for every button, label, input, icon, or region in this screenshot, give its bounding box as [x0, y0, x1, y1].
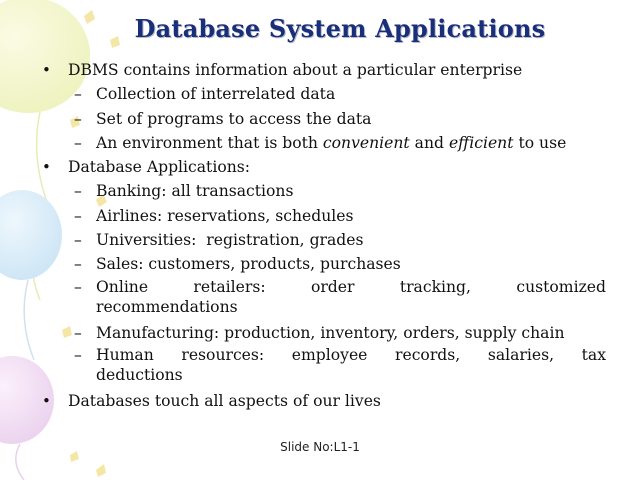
dash-icon: – — [74, 182, 82, 201]
dash-icon: – — [74, 231, 82, 250]
dash-icon: – — [74, 206, 82, 225]
sub-item-text: Airlines: reservations, schedules — [96, 206, 354, 225]
bullet-item — [40, 389, 610, 413]
sub-item-text: Set of programs to access the data — [96, 109, 372, 128]
sub-item-text: Banking: all transactions — [96, 182, 294, 201]
bullet-icon: • — [42, 61, 51, 79]
dash-icon: – — [74, 255, 82, 274]
dash-icon: – — [74, 133, 82, 152]
dash-icon: – — [74, 277, 82, 296]
slide-title: Database System Applications — [134, 14, 546, 43]
slide-number: Slide No:L1-1 — [280, 440, 360, 454]
bullet-text: Databases touch all aspects of our lives — [68, 391, 381, 410]
sub-item — [40, 228, 610, 252]
bullet-item — [40, 155, 610, 179]
sub-item — [40, 107, 610, 131]
dash-icon: – — [74, 109, 82, 128]
sub-item — [40, 321, 610, 345]
sub-item — [40, 131, 610, 155]
emphasis-convenient: convenient — [322, 133, 410, 152]
sub-item-text-line1: Human resources: employee records, salaries, tax — [96, 345, 606, 364]
sub-item — [40, 82, 610, 106]
bullet-icon: • — [42, 391, 51, 410]
sub-item — [40, 277, 610, 321]
dash-icon: – — [74, 345, 82, 364]
emphasis-efficient: efficient — [448, 133, 514, 152]
dash-icon: – — [74, 85, 82, 104]
sub-item — [40, 345, 610, 389]
sub-item-text: Manufacturing: production, inventory, orders, supply chain — [96, 323, 565, 342]
sub-item — [40, 179, 610, 203]
bullet-item — [40, 58, 610, 82]
sub-item-text-line1: Online retailers: order tracking, customized — [96, 277, 606, 296]
sub-item — [40, 204, 610, 228]
sub-item-text-line2: recommendations — [96, 297, 238, 316]
sub-item-text: Sales: customers, products, purchases — [96, 255, 401, 274]
slide-body — [40, 58, 610, 413]
sub-item-text: Universities: registration, grades — [96, 231, 364, 250]
bullet-text: DBMS contains information about a particular enterprise — [68, 61, 523, 79]
sub-item-text-line2: deductions — [96, 365, 183, 384]
sub-item-text-pre: An environment that is both — [96, 133, 323, 152]
dash-icon: – — [74, 323, 82, 342]
sub-item-text: Collection of interrelated data — [96, 85, 336, 104]
sub-item-text-mid: and — [409, 133, 449, 152]
sub-item — [40, 252, 610, 276]
sub-item-text-post: to use — [513, 133, 567, 152]
bullet-icon: • — [42, 158, 51, 177]
bullet-text: Database Applications: — [68, 158, 251, 177]
